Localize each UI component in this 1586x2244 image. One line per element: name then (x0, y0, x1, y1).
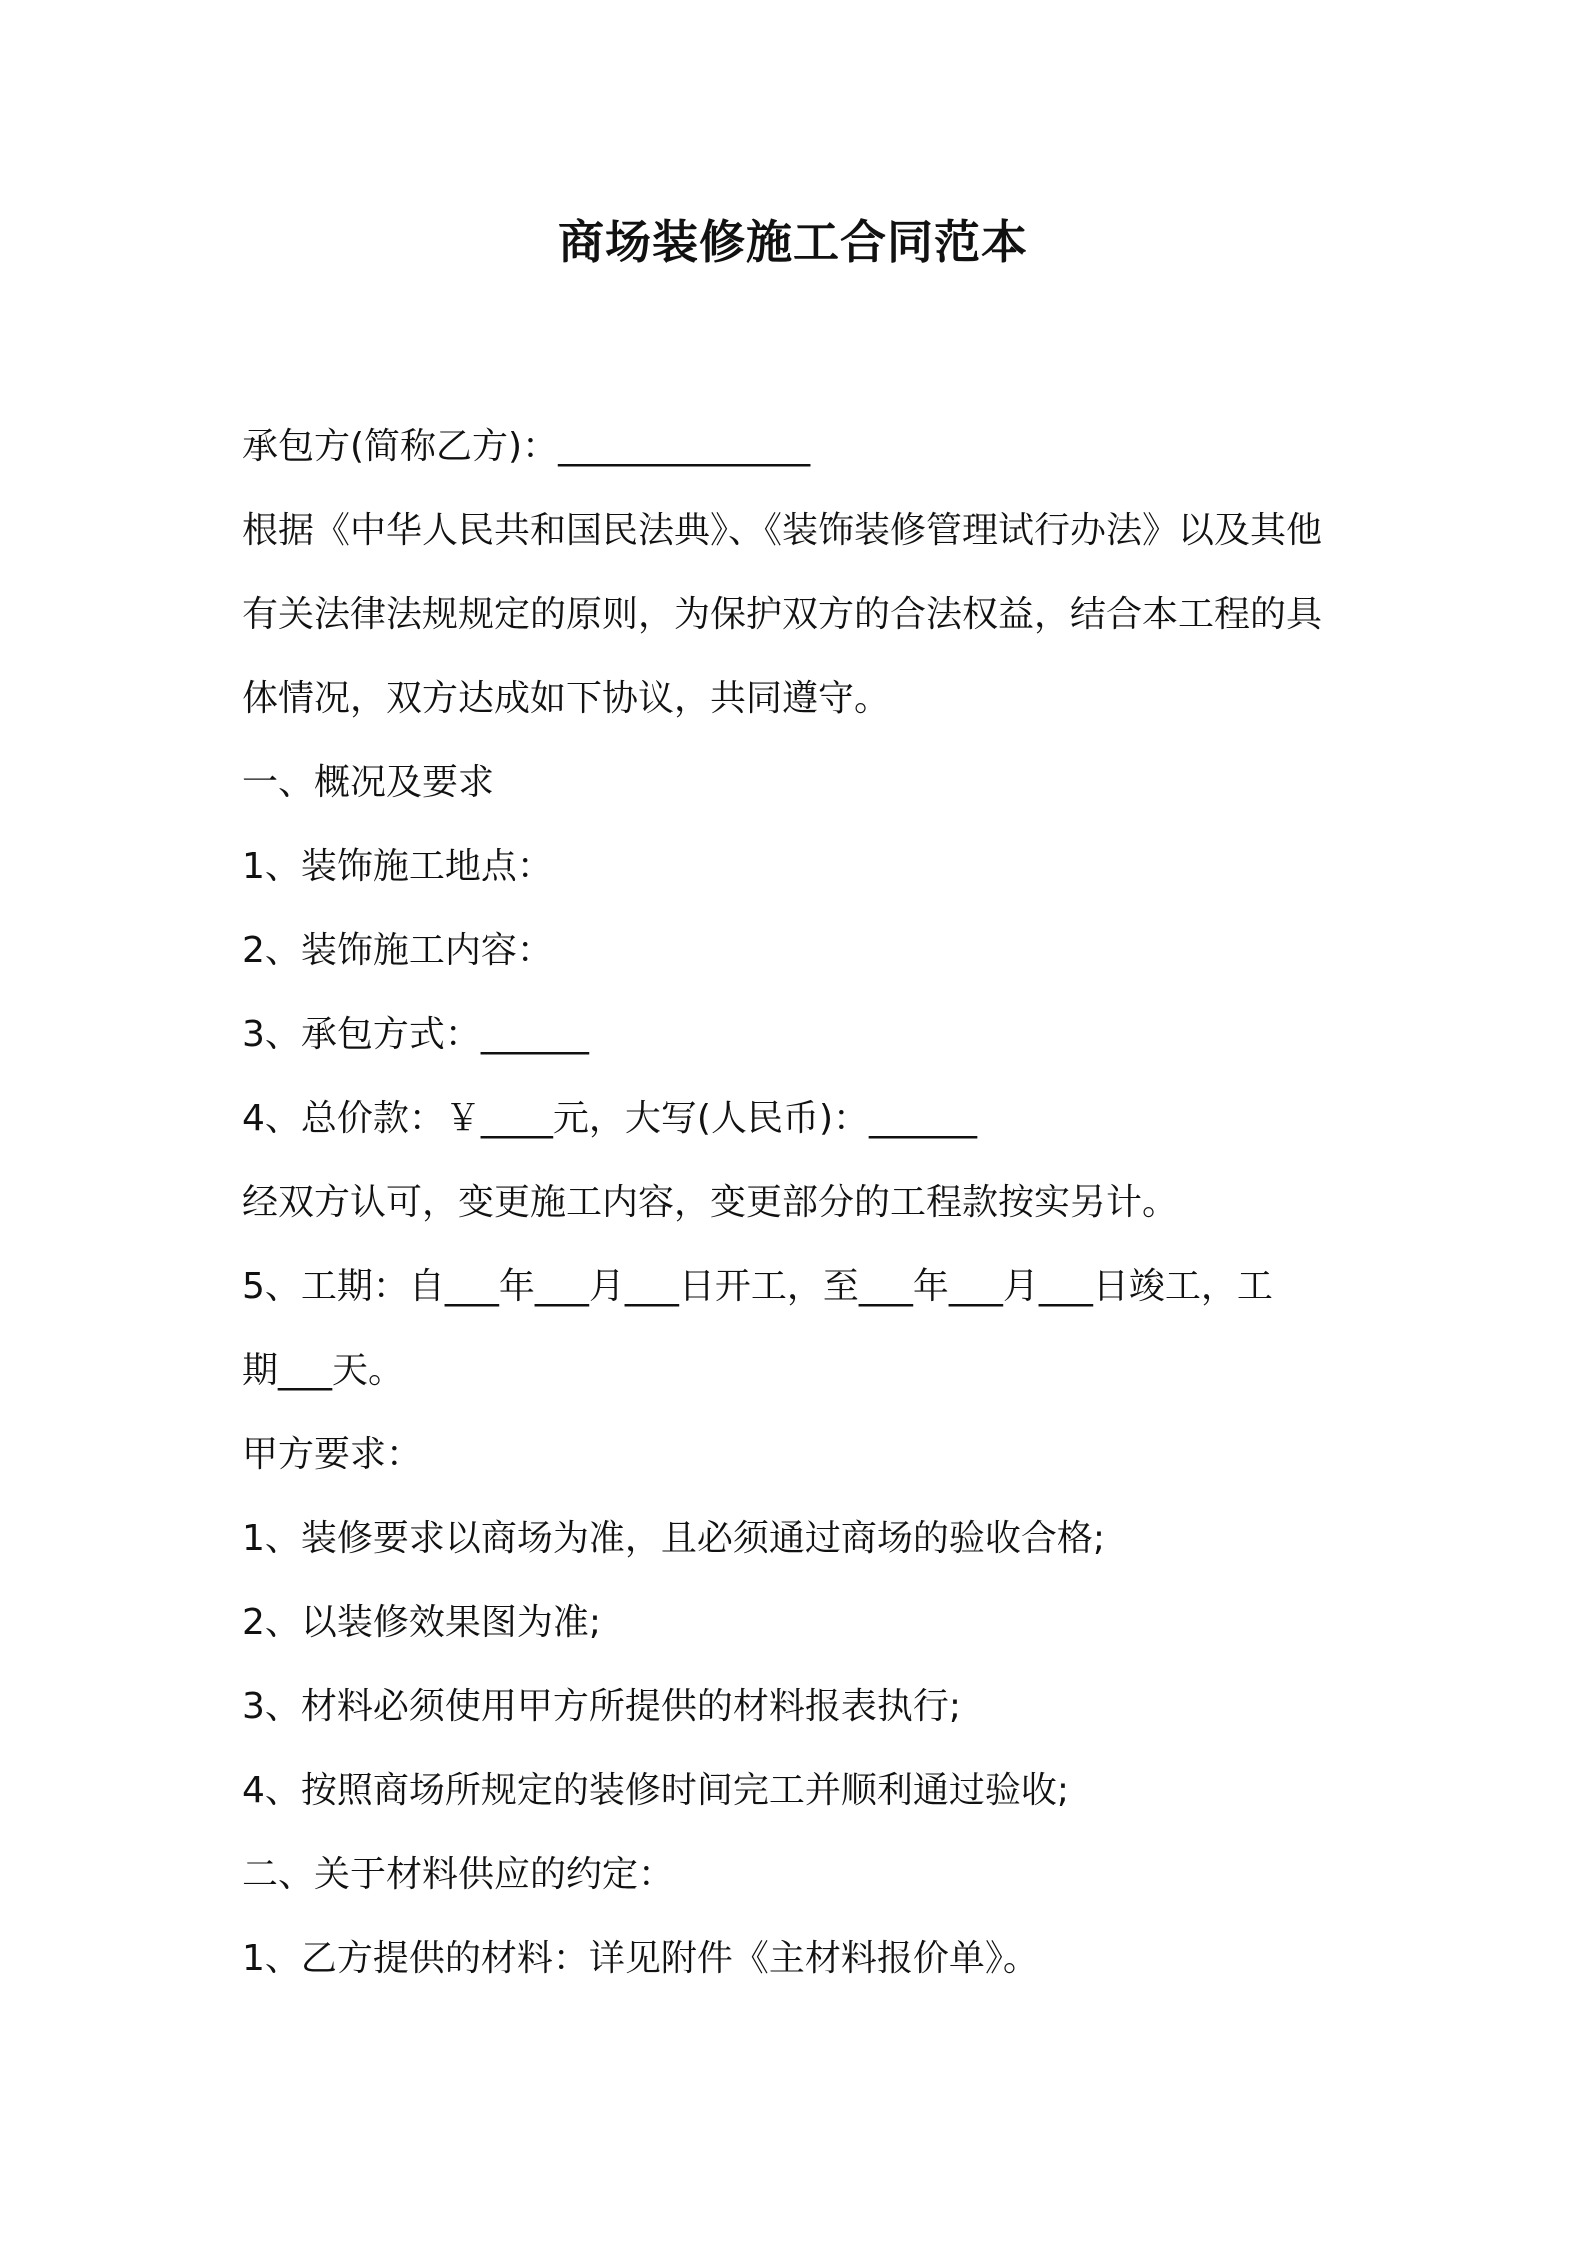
preamble-line-3: 体情况，双方达成如下协议，共同遵守。 (242, 678, 891, 719)
material-clause-1: 1、乙方提供的材料：详见附件《主材料报价单》。 (242, 1938, 1039, 1979)
section-heading-1: 一、概况及要求 (242, 762, 495, 803)
party-a-requirements-heading: 甲方要求： (242, 1434, 423, 1475)
clause-location: 1、装饰施工地点： (242, 846, 553, 887)
clause-schedule: 5、工期：自___年___月___日开工，至___年___月___日竣工，工 (242, 1266, 1273, 1307)
section-heading-2: 二、关于材料供应的约定： (242, 1854, 675, 1895)
document-title: 商场装修施工合同范本 (558, 215, 1028, 269)
clause-total-price: 4、总价款：￥____元，大写(人民币)：______ (242, 1098, 977, 1139)
requirement-2: 2、以装修效果图为准; (242, 1602, 602, 1643)
requirement-3: 3、材料必须使用甲方所提供的材料报表执行; (242, 1686, 962, 1727)
clause-contract-mode: 3、承包方式：______ (242, 1014, 589, 1055)
preamble-line-2: 有关法律法规规定的原则，为保护双方的合法权益，结合本工程的具 (242, 594, 1323, 635)
clause-content: 2、装饰施工内容： (242, 930, 553, 971)
preamble-line-1: 根据《中华人民共和国民法典》、《装饰装修管理试行办法》以及其他 (242, 510, 1323, 551)
requirement-4: 4、按照商场所规定的装修时间完工并顺利通过验收; (242, 1770, 1070, 1811)
contractor-line: 承包方(简称乙方)：______________ (242, 426, 811, 467)
clause-change-note: 经双方认可，变更施工内容，变更部分的工程款按实另计。 (242, 1182, 1179, 1223)
requirement-1: 1、装修要求以商场为准，且必须通过商场的验收合格; (242, 1518, 1106, 1559)
document-body (242, 405, 1352, 2001)
clause-schedule-cont: 期___天。 (242, 1350, 405, 1391)
